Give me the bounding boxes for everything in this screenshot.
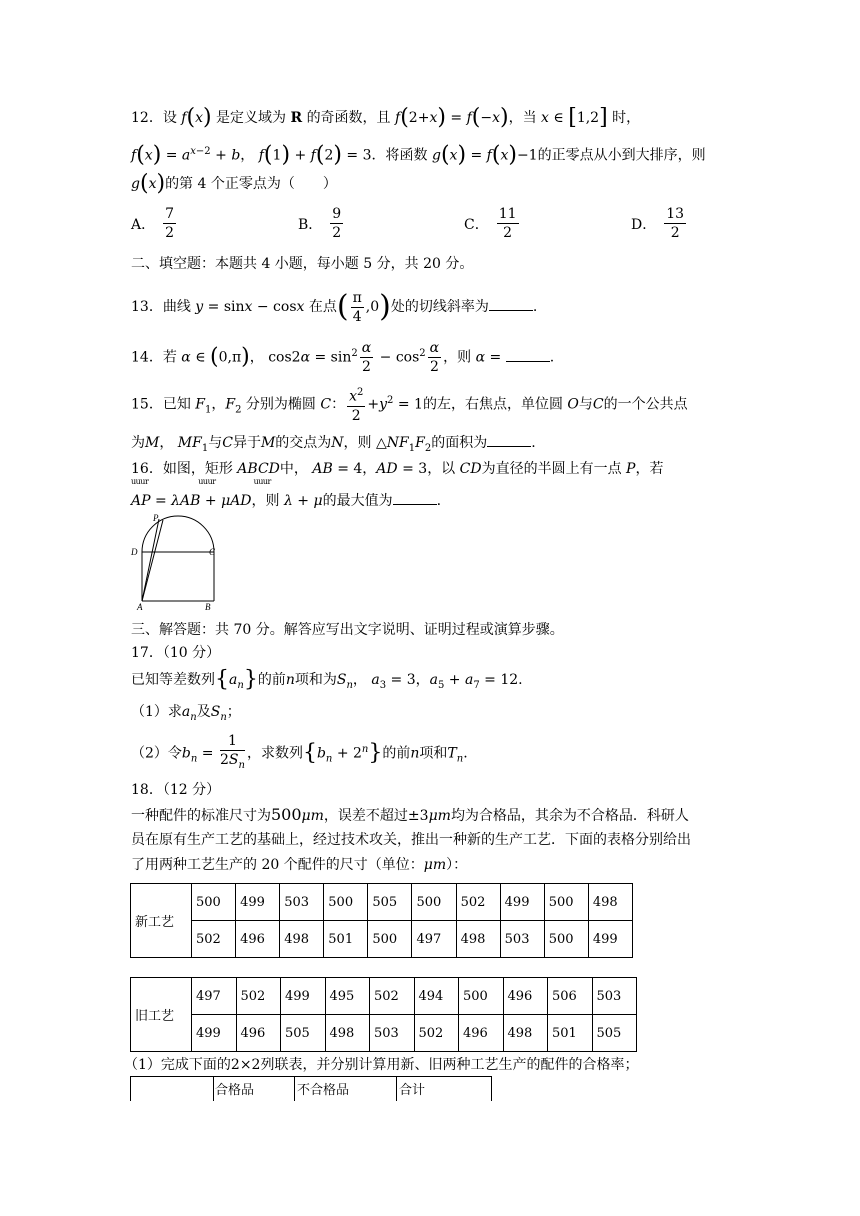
table-cell: 502 <box>456 884 500 921</box>
q15-text: 的一个公共点 <box>603 396 688 413</box>
q16-text: 中， <box>279 461 308 477</box>
table-cell: 499 <box>236 884 280 921</box>
q15-text: 分别为椭圆 <box>245 396 316 413</box>
q16-figure <box>129 512 219 612</box>
q12-option-c[interactable] <box>464 205 521 242</box>
q18-header: 18．（12 分） <box>131 782 221 798</box>
q18-text: ，误差不超过 <box>323 808 408 824</box>
q14: 14．若 α ∈ (0,π)， $\cos 2\alpha = \sin^2$ $\frac{\alpha}{2}$ − $\cos^2$ $\frac{\alpha}{2}$ ，则 α = . <box>131 340 555 376</box>
table-cell: 500 <box>544 884 588 921</box>
q12-line1: 12．设 f(x) 是定义域为 R 的奇函数，且 f(2+x) = f(−x)，当 x ∈ [1,2] 时， <box>131 105 641 130</box>
denominator: 2 <box>670 225 680 241</box>
q18-text: 了用两种工艺生产的 20 个配件的尺寸（单位： <box>131 857 424 873</box>
q18-p3: 了用两种工艺生产的 20 个配件的尺寸（单位：μm）： <box>131 857 468 873</box>
q15-text: 的面积为 <box>431 435 488 451</box>
vector-overmark: uuur <box>131 477 149 486</box>
new-process-label: 新工艺 <box>131 884 192 958</box>
contingency-header-total: 合计 <box>399 1083 426 1098</box>
table-cell: 500 <box>192 884 236 921</box>
table-cell: 500 <box>368 921 412 958</box>
q17-text: ； <box>226 704 241 720</box>
q17-text: 项和为 <box>294 672 337 688</box>
q15-text: ， <box>159 435 174 451</box>
table-cell: 503 <box>592 978 637 1015</box>
table-cell: 496 <box>503 978 548 1015</box>
q17-text: . <box>463 745 468 762</box>
label-p: P <box>153 513 159 523</box>
option-label: D． <box>631 216 657 233</box>
table-cell: 497 <box>192 978 237 1015</box>
denominator: 2 <box>165 225 175 241</box>
q15-answer-blank[interactable] <box>487 432 531 447</box>
q16-text: 为直径的半圆上有一点 <box>481 461 622 477</box>
table-cell: 496 <box>459 1015 504 1052</box>
q12-text: 的第 4 个正零点为（ ） <box>165 176 337 192</box>
table-cell: 502 <box>414 1015 459 1052</box>
q14-text: ，则 <box>443 349 472 366</box>
table-cell: 494 <box>414 978 459 1015</box>
q15-text: 的交点为 <box>275 435 332 451</box>
contingency-table <box>130 1076 492 1101</box>
q15-text: . <box>531 435 536 451</box>
table-cell: 501 <box>548 1015 593 1052</box>
q15-text: ，则 <box>343 435 372 451</box>
contingency-header-qualified: 合格品 <box>215 1083 255 1098</box>
q12-text: 是定义域为 <box>216 110 287 126</box>
table-cell: 498 <box>325 1015 370 1052</box>
numerator: 9 <box>332 206 342 222</box>
new-process-table <box>130 883 633 958</box>
table-cell: 503 <box>280 884 324 921</box>
old-process-table <box>130 977 637 1052</box>
q12-text: ．将函数 <box>371 147 428 164</box>
denominator: 2 <box>503 225 513 241</box>
q15-text: 异于 <box>232 435 261 451</box>
q16-text: ，则 <box>251 493 280 509</box>
q17-text: 的前 <box>257 672 286 688</box>
q17-text: （2）令 <box>131 745 182 762</box>
table-cell: 498 <box>503 1015 548 1052</box>
denominator: 2 <box>332 225 342 241</box>
contingency-header-unqualified: 不合格品 <box>297 1083 350 1098</box>
q13-text: 在点 <box>308 299 337 315</box>
q17-text: （1）求 <box>131 704 182 720</box>
q13-text: 处的切线斜率为 <box>390 299 489 315</box>
table-cell: 506 <box>548 978 593 1015</box>
option-label: C． <box>464 216 489 233</box>
q12-text: 时， <box>612 110 641 126</box>
table-cell: 502 <box>236 978 281 1015</box>
table-cell: 502 <box>192 921 236 958</box>
table-cell: 498 <box>456 921 500 958</box>
table-cell: 498 <box>280 921 324 958</box>
q16-text: ，若 <box>635 461 664 477</box>
q12-line3: g(x)的第 4 个正零点为（ ） <box>131 171 337 196</box>
table-cell: 505 <box>281 1015 326 1052</box>
q14-text: . <box>549 349 555 366</box>
old-process-label: 旧工艺 <box>131 978 192 1052</box>
q16-text: 16．如图，矩形 <box>131 461 233 477</box>
numerator: 7 <box>165 206 175 222</box>
table-cell: 503 <box>370 1015 415 1052</box>
q15-line2: 为M， $MF_1$与C异于M的交点为N，则 $\triangle NF_1F_2$的面积为 . <box>131 432 800 459</box>
q15-text: 的左，右焦点，单位圆 <box>422 396 563 413</box>
label-d: D <box>131 547 138 557</box>
q17-text: 项和 <box>419 745 448 762</box>
table-cell: 497 <box>412 921 456 958</box>
table-cell: 496 <box>236 921 280 958</box>
q12-line2: $f(x) = a^{x-2} + b$， f(1) + f(2) = 3．将函数 g(x) = f(x)−1的正零点从小到大排序，则 <box>131 142 706 168</box>
numerator: 11 <box>498 206 517 222</box>
q16-line1: 16．如图，矩形 ABCD中， AB = 4，AD = 3，以 CD为直径的半圆上有一点 P，若 <box>131 461 664 477</box>
q17-text: ，求数列 <box>246 745 303 762</box>
table-cell: 500 <box>544 921 588 958</box>
q14-answer-blank[interactable] <box>506 347 550 362</box>
table-cell: 500 <box>324 884 368 921</box>
q12-real-set: R <box>290 110 303 126</box>
q18-text: 列联表，并分别计算用新、旧两种工艺生产的配件的合格率； <box>260 1057 639 1073</box>
q18-text: 均为合格品，其余为不合格品．科研人 <box>450 808 689 824</box>
q12-text: 的奇函数，且 <box>306 110 391 126</box>
q18-text: ）： <box>446 857 468 873</box>
vector-overmark: uuur <box>253 477 271 486</box>
q17-text: 的前 <box>382 745 411 762</box>
q14-text: 14．若 <box>131 349 177 366</box>
table-cell: 503 <box>500 921 544 958</box>
table-divider <box>294 1077 295 1101</box>
q18-text: （1）完成下面的 <box>124 1057 231 1073</box>
table-cell: 501 <box>324 921 368 958</box>
q13: 13．曲线 y = sinx − cosx 在点( $\frac{\pi}{4}$ ,0)处的切线斜率为 . <box>131 289 538 325</box>
vector-overmark: uuur <box>198 477 216 486</box>
q15-text: 为 <box>131 435 145 451</box>
q12-number: 12．设 <box>131 110 177 126</box>
q15-text: 与 <box>578 396 593 413</box>
q15-line1: 15．已知 $F_1$，$F_2$ 分别为椭圆 C： $\frac{x^2}{2}$ $+y^2 = 1$的左，右焦点，单位圆 O与C的一个公共点 <box>131 381 800 430</box>
q12-text: ，当 <box>508 110 537 126</box>
option-label: B． <box>298 216 323 233</box>
table-cell: 498 <box>588 884 632 921</box>
q18-text: 一种配件的标准尺寸为 <box>131 808 271 824</box>
q17-part2: （2）令$b_n$ = $\frac{1}{2S_n}$ ，求数列$\{b_n + 2^n\}$的前n项和$T_n$. <box>131 733 468 772</box>
q16-answer-blank[interactable] <box>393 490 437 505</box>
table-cell: 505 <box>368 884 412 921</box>
q17-line1: 已知等差数列$\{a_n\}$的前n项和为$S_n$， $a_3 = 3$，$a_5 + a_7 = 12$. <box>131 667 523 692</box>
table-cell: 499 <box>500 884 544 921</box>
table-cell: 496 <box>236 1015 281 1052</box>
section3-heading: 三、解答题：共 70 分。解答应写出文字说明、证明过程或演算步骤。 <box>131 622 564 638</box>
q12-text: 的正零点从小到大排序，则 <box>537 147 706 164</box>
q13-text: 13．曲线 <box>131 299 191 315</box>
q18-p1: 一种配件的标准尺寸为500μm，误差不超过±3μm均为合格品，其余为不合格品．科研人 <box>131 805 689 824</box>
table-cell: 500 <box>459 978 504 1015</box>
table-cell: 499 <box>192 1015 237 1052</box>
q16-overmarks <box>131 477 800 487</box>
q12-option-b[interactable] <box>298 205 345 242</box>
label-a: A <box>137 602 143 612</box>
q16-text: ，以 <box>427 461 456 477</box>
option-label: A． <box>131 216 156 233</box>
q17-text: 及 <box>196 704 211 720</box>
q13-text: . <box>532 299 538 315</box>
table-cell: 495 <box>325 978 370 1015</box>
q15-text: 15．已知 <box>131 396 191 413</box>
label-c: C <box>209 547 216 557</box>
q16-line2: AP = λAB + μAD，则 λ + μ的最大值为 . <box>131 490 800 511</box>
q17-text: 已知等差数列 <box>131 672 215 688</box>
q12-option-d[interactable] <box>631 205 688 242</box>
table-cell: 502 <box>370 978 415 1015</box>
q12-option-a[interactable] <box>131 205 178 242</box>
table-cell: 499 <box>281 978 326 1015</box>
q18-part1: （1）完成下面的2×2列联表，并分别计算用新、旧两种工艺生产的配件的合格率； <box>124 1057 639 1073</box>
table-cell: 505 <box>592 1015 637 1052</box>
q16-text: 的最大值为 <box>322 493 393 509</box>
q16-text: . <box>436 493 442 509</box>
label-b: B <box>205 602 211 612</box>
q18-p2: 员在原有生产工艺的基础上，经过技术攻关，推出一种新的生产工艺．下面的表格分别给出 <box>131 832 691 848</box>
contingency-header-blank <box>131 1077 214 1101</box>
q12-text: ， <box>240 147 255 164</box>
q17-header: 17．（10 分） <box>131 645 221 661</box>
numerator: 13 <box>666 206 685 222</box>
section2-heading: 二、填空题：本题共 4 小题，每小题 5 分，共 20 分。 <box>131 256 474 272</box>
table-cell: 500 <box>412 884 456 921</box>
q13-answer-blank[interactable] <box>489 296 533 311</box>
q15-text: 与 <box>208 435 223 451</box>
q17-part1: （1）求$a_n$及$S_n$； <box>131 704 241 723</box>
q17-text: ， <box>352 672 367 688</box>
table-divider <box>396 1077 397 1101</box>
table-cell: 499 <box>588 921 632 958</box>
